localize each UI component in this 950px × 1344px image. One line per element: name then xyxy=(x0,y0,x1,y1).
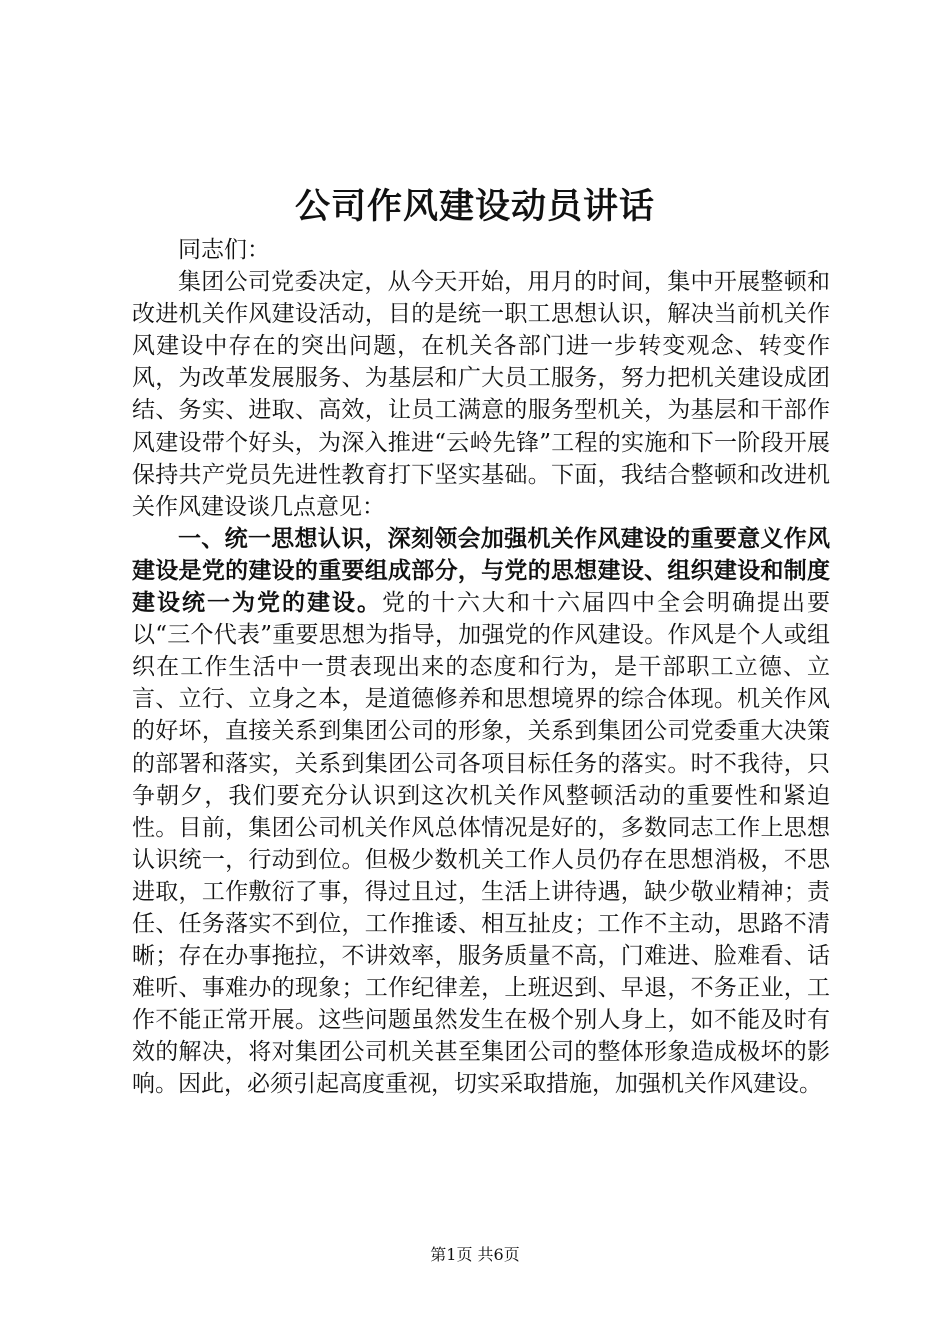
section-1-heading: 一、统一思想认识，深刻领会加强机关作风建设的重要意义作风建设是党的建设的重要组成部分，与党的思想建设、组织建设和制度建设统一为党的建设。 xyxy=(132,524,830,617)
document-title: 公司作风建设动员讲话 xyxy=(294,186,655,227)
page-number-footer: 第1页 共6页 xyxy=(430,1245,520,1264)
document-body xyxy=(132,234,830,1101)
paragraph-section-1 xyxy=(132,523,830,1101)
salutation: 同志们： xyxy=(178,237,270,263)
paragraph-intro: 集团公司党委决定，从今天开始，用月的时间，集中开展整顿和改进机关作风建设活动，目的是统一职工思想认识，解决当前机关作风建设中存在的突出问题，在机关各部门进一步转变观念、转变作风，为改革发展服务、为基层和广大员工服务，努力把机关建设成团结、务实、进取、高效，让员工满意的服务型机关，为基层和干部作风建设带个好头，为深入推进“云岭先锋”工程的实施和下一阶段开展保持共产党员先进性教育打下坚实基础。下面，我结合整顿和改进机关作风建设谈几点意见： xyxy=(132,269,830,520)
section-1-text: 党的十六大和十六届四中全会明确提出要以“三个代表”重要思想为指导，加强党的作风建设。作风是个人或组织在工作生活中一贯表现出来的态度和行为，是干部职工立德、立言、立行、立身之本，是道德修养和思想境界的综合体现。机关作风的好坏，直接关系到集团公司的形象，关系到集团公司党委重大决策的部署和落实，关系到集团公司各项目标任务的落实。时不我待，只争朝夕，我们要充分认识到这次机关作风整顿活动的重要性和紧迫性。目前，集团公司机关作风总体情况是好的，多数同志工作上思想认识统一，行动到位。但极少数机关工作人员仍存在思想消极，不思进取，工作敷衍了事，得过且过，生活上讲待遇，缺少敬业精神；责任、任务落实不到位，工作推诿、相互扯皮；工作不主动，思路不清晰；存在办事拖拉，不讲效率，服务质量不高，门难进、脸难看、话难听、事难办的现象；工作纪律差，上班迟到、早退，不务正业，工作不能正常开展。这些问题虽然发生在极个别人身上，如不能及时有效的解决，将对集团公司机关甚至集团公司的整体形象造成极坏的影响。因此，必须引起高度重视，切实采取措施，加强机关作风建设。 xyxy=(132,590,830,1098)
